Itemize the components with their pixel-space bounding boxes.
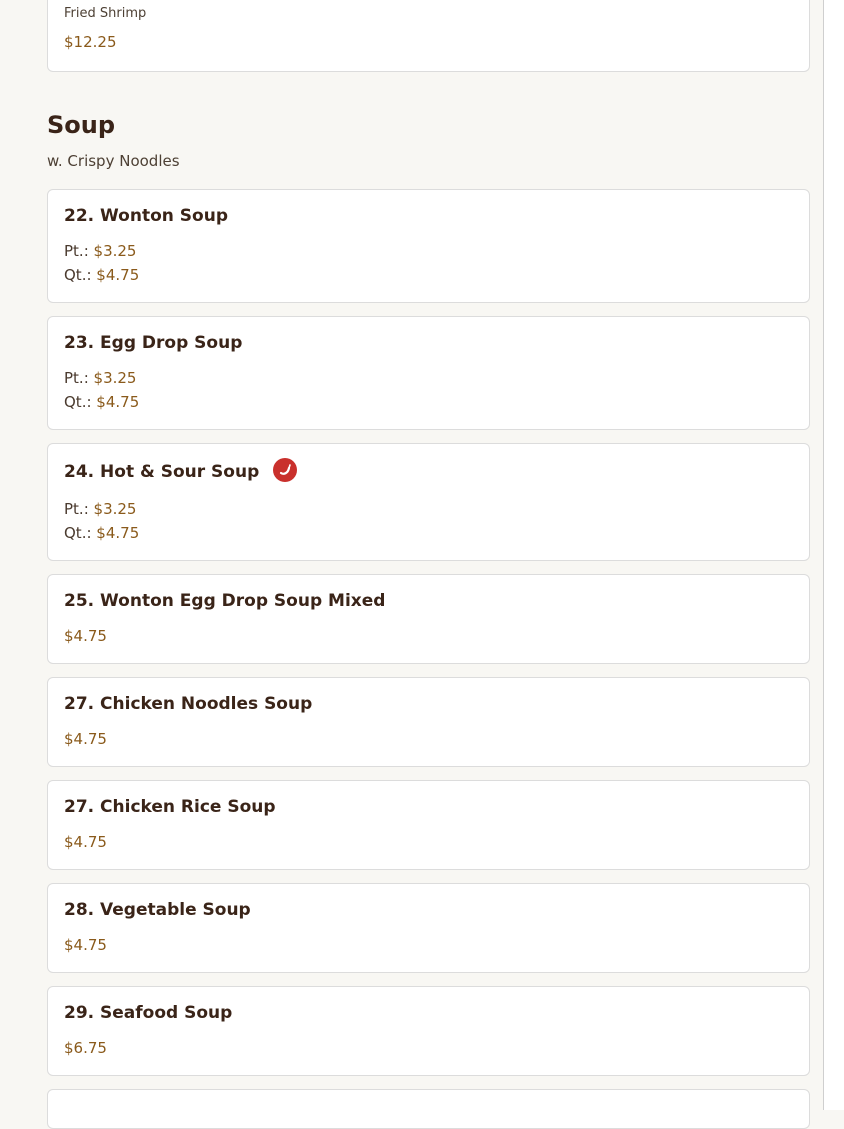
section-subtitle: w. Crispy Noodles <box>47 152 180 170</box>
item-price: $4.75 <box>64 936 107 954</box>
menu-item-card[interactable] <box>47 574 810 664</box>
item-price: $4.75 <box>64 730 107 748</box>
pint-label: Pt.: <box>64 242 89 260</box>
menu-item-card[interactable] <box>47 0 810 72</box>
item-price: $6.75 <box>64 1039 107 1057</box>
menu-item-card[interactable] <box>47 1089 810 1129</box>
pint-label: Pt.: <box>64 500 89 518</box>
item-name: 24. Hot & Sour Soup <box>64 462 260 482</box>
quart-price-row <box>64 393 139 411</box>
item-name: 25. Wonton Egg Drop Soup Mixed <box>64 591 386 611</box>
quart-price: $4.75 <box>96 524 140 542</box>
item-name: 27. Chicken Noodles Soup <box>64 694 313 714</box>
scrollbar-track[interactable] <box>823 0 844 1110</box>
menu-item-card[interactable] <box>47 780 810 870</box>
section-title: Soup <box>47 111 116 139</box>
pint-price: $3.25 <box>93 369 137 387</box>
pint-price: $3.25 <box>93 500 137 518</box>
quart-price-row <box>64 524 139 542</box>
menu-item-card[interactable] <box>47 316 810 430</box>
pint-label: Pt.: <box>64 369 89 387</box>
item-description: Fried Shrimp <box>64 6 147 21</box>
pint-price-row <box>64 242 136 260</box>
item-price: $4.75 <box>64 833 107 851</box>
quart-label: Qt.: <box>64 266 92 284</box>
item-name: 29. Seafood Soup <box>64 1003 233 1023</box>
quart-price: $4.75 <box>96 393 140 411</box>
item-name: 27. Chicken Rice Soup <box>64 797 276 817</box>
menu-item-card[interactable] <box>47 443 810 561</box>
quart-price: $4.75 <box>96 266 140 284</box>
quart-price-row <box>64 266 139 284</box>
pint-price: $3.25 <box>93 242 137 260</box>
item-price: $12.25 <box>64 33 117 51</box>
item-price: $4.75 <box>64 627 107 645</box>
menu-item-card[interactable] <box>47 883 810 973</box>
quart-label: Qt.: <box>64 393 92 411</box>
menu-item-card[interactable] <box>47 986 810 1076</box>
item-name-row <box>64 460 297 484</box>
item-name: 22. Wonton Soup <box>64 206 228 226</box>
pint-price-row <box>64 500 136 518</box>
item-name: 23. Egg Drop Soup <box>64 333 243 353</box>
menu-item-card[interactable] <box>47 189 810 303</box>
chili-pepper-icon <box>273 458 297 482</box>
item-name: 28. Vegetable Soup <box>64 900 251 920</box>
menu-item-card[interactable] <box>47 677 810 767</box>
pint-price-row <box>64 369 136 387</box>
quart-label: Qt.: <box>64 524 92 542</box>
